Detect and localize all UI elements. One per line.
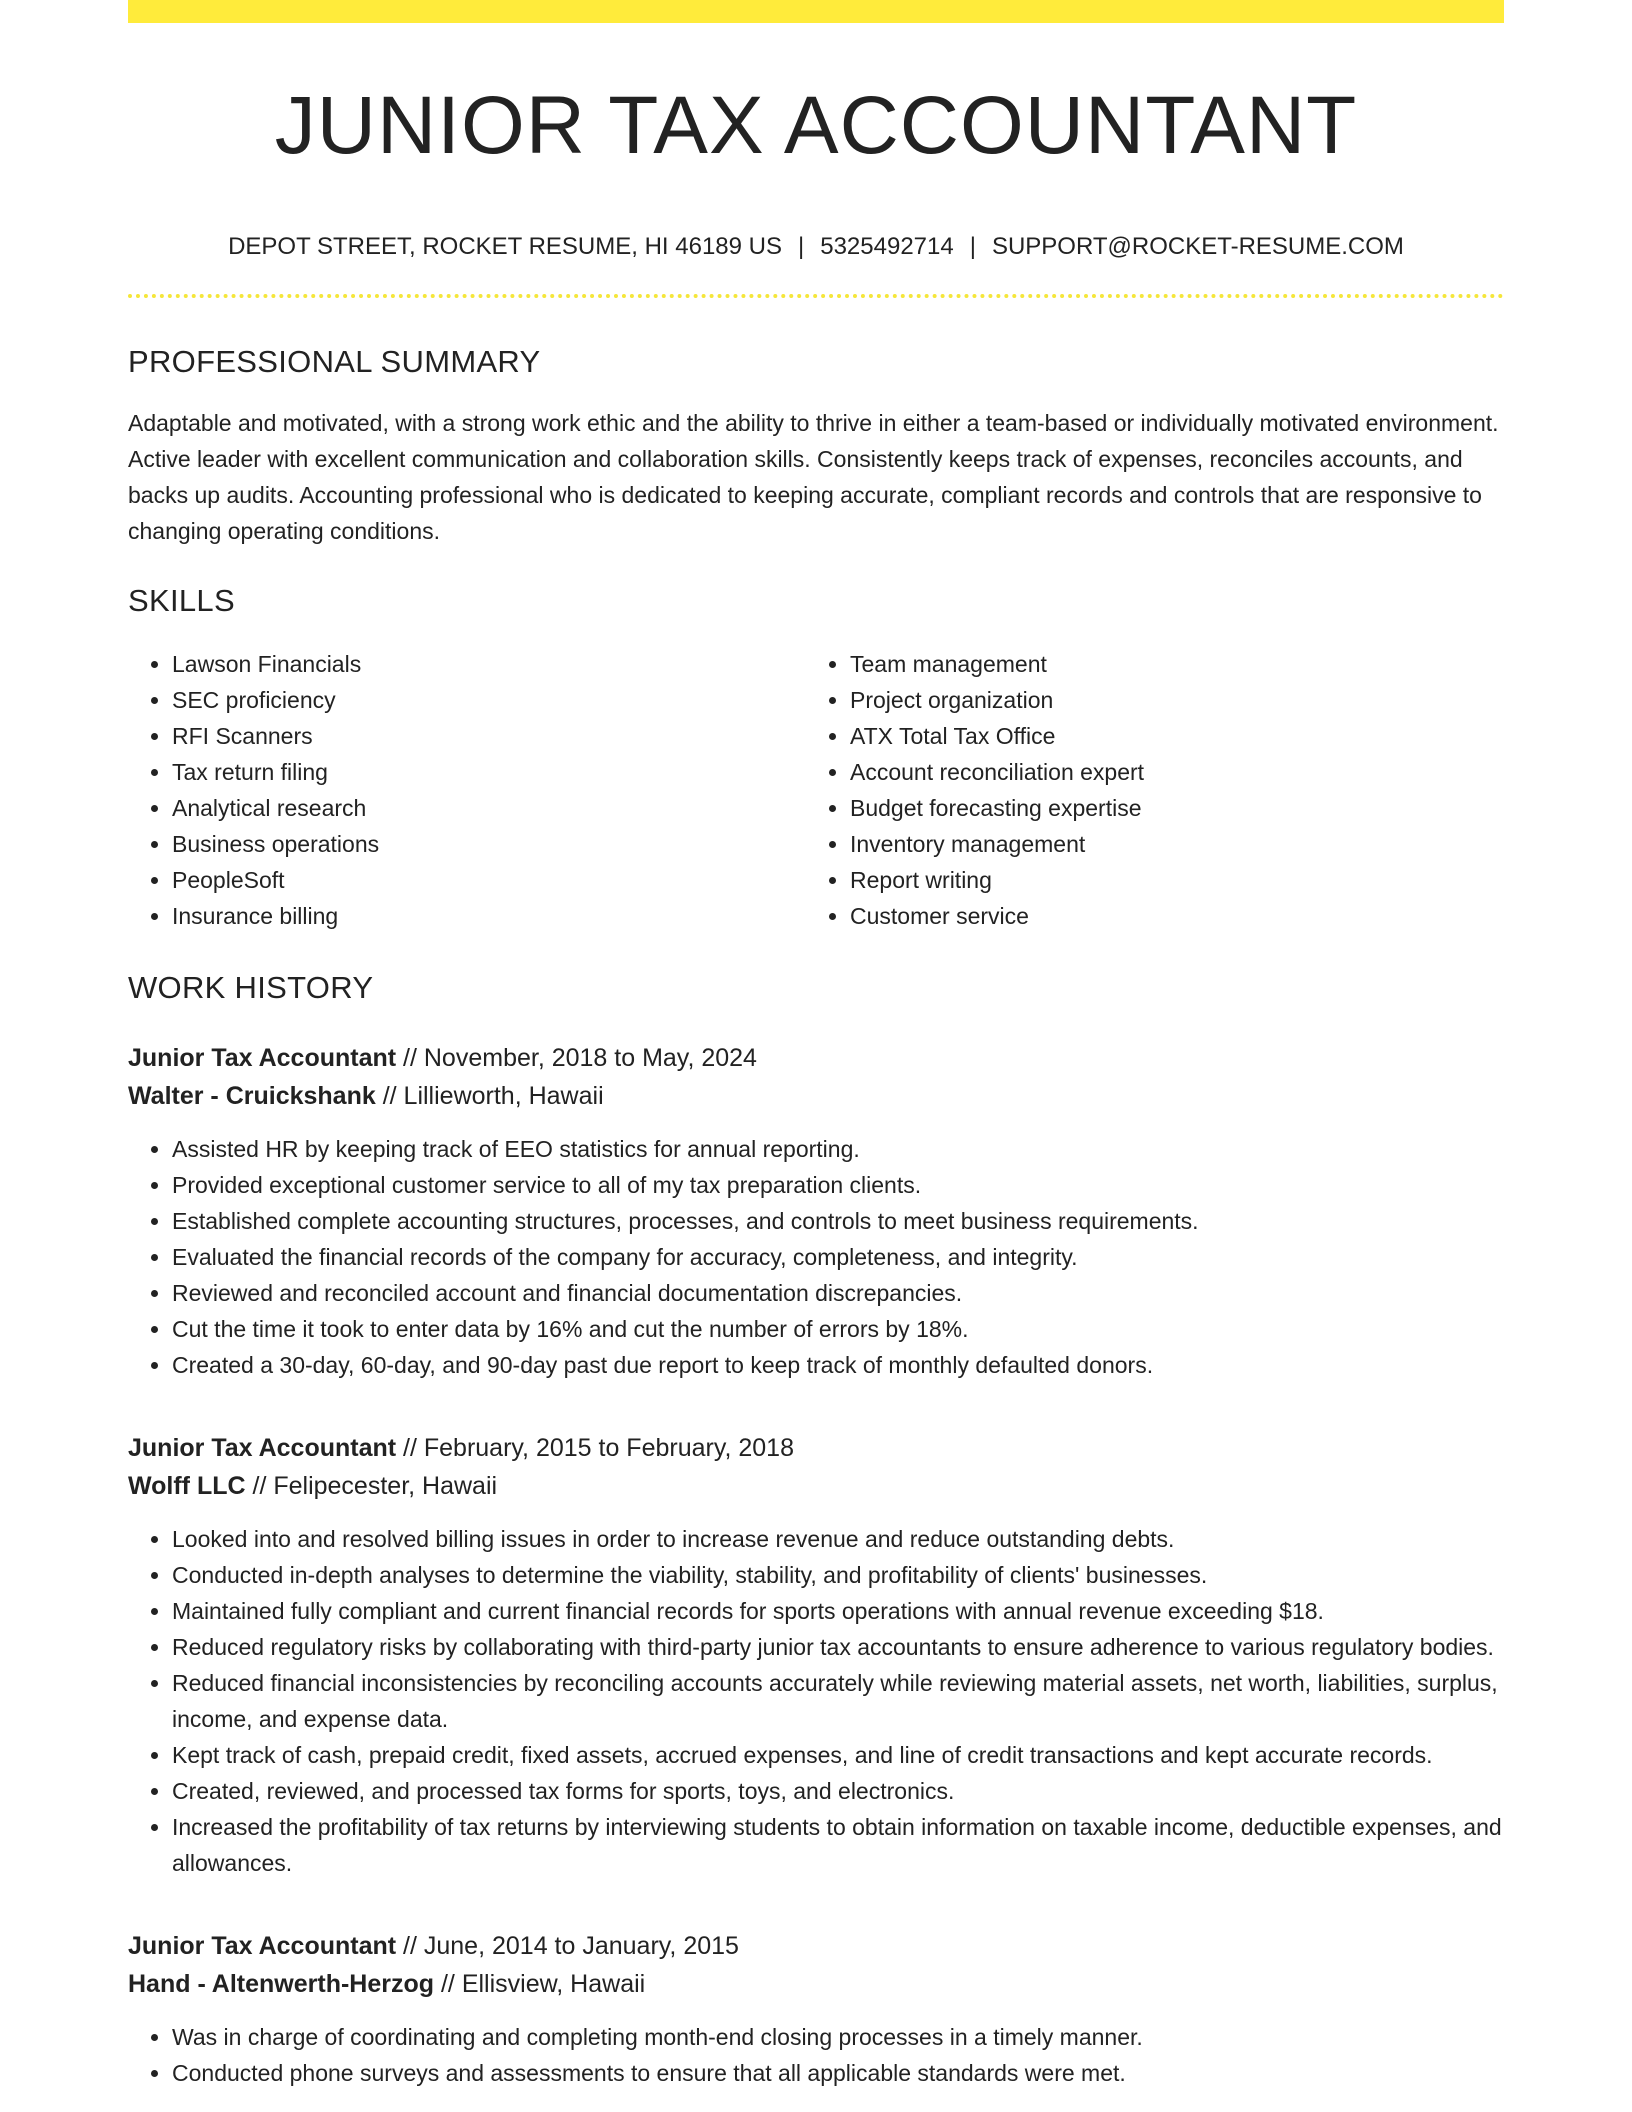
contact-email: SUPPORT@ROCKET-RESUME.COM: [991, 233, 1404, 260]
skill-item: • Tax return filing: [172, 754, 806, 790]
job-title-line: [128, 1429, 1504, 1467]
contact-line: [128, 235, 1504, 259]
accent-top-bar: [128, 0, 1504, 23]
skill-item: • PeopleSoft: [172, 862, 806, 898]
job-entry: [128, 1429, 1504, 1881]
contact-separator: |: [798, 233, 805, 260]
skill-item: • RFI Scanners: [172, 718, 806, 754]
job-bullet: • Reviewed and reconciled account and financial documentation discrepancies.: [172, 1275, 1504, 1311]
job-bullet: • Increased the profitability of tax returns by interviewing students to obtain information on taxable income, deductible expenses, and allowances.: [172, 1809, 1504, 1881]
skill-item: • Business operations: [172, 826, 806, 862]
job-company-line: [128, 1965, 1504, 2003]
skills-heading: SKILLS: [128, 583, 235, 618]
job-bullet: • Evaluated the financial records of the company for accuracy, completeness, and integrity.: [172, 1239, 1504, 1275]
skill-item: • ATX Total Tax Office: [850, 718, 1484, 754]
skill-item: • Project organization: [850, 682, 1484, 718]
job-bullet: • Created, reviewed, and processed tax forms for sports, toys, and electronics.: [172, 1773, 1504, 1809]
contact-phone: 5325492714: [820, 233, 954, 260]
skills-columns: [128, 646, 1504, 934]
job-entry: [128, 1039, 1504, 1383]
job-bullet: • Conducted in-depth analyses to determine the viability, stability, and profitability of clients' businesses.: [172, 1557, 1504, 1593]
dotted-divider: [128, 294, 1504, 298]
resume-name-title: JUNIOR TAX ACCOUNTANT: [274, 80, 1358, 171]
skill-item: • Report writing: [850, 862, 1484, 898]
summary-text: Adaptable and motivated, with a strong work ethic and the ability to thrive in either a team-based or individually motivated environment. Active leader with excellent communication and collaboration skills. Consistently keeps track of expenses, reconciles accounts, and backs up audits. Accounting professional who is dedicated to keeping accurate, compliant records and controls that are responsive to changing operating conditions.: [128, 410, 1499, 544]
job-bullet: • Maintained fully compliant and current financial records for sports operations with annual revenue exceeding $18.: [172, 1593, 1504, 1629]
job-company: Hand - Altenwerth-Herzog: [128, 1970, 435, 1998]
job-company: Walter - Cruickshank: [128, 1082, 376, 1110]
skill-item: • Analytical research: [172, 790, 806, 826]
resume-page: [128, 0, 1504, 2091]
summary-heading: PROFESSIONAL SUMMARY: [128, 344, 541, 379]
work-history-list: [128, 1039, 1504, 2091]
skill-item: • Insurance billing: [172, 898, 806, 934]
job-title-line: [128, 1039, 1504, 1077]
job-role: Junior Tax Accountant: [128, 1044, 397, 1072]
job-bullet: • Looked into and resolved billing issues in order to increase revenue and reduce outstanding debts.: [172, 1521, 1504, 1557]
job-dates: // November, 2018 to May, 2024: [396, 1044, 757, 1072]
job-bullet: • Established complete accounting structures, processes, and controls to meet business requirements.: [172, 1203, 1504, 1239]
job-location: // Felipecester, Hawaii: [245, 1472, 498, 1500]
job-bullets: [128, 1131, 1504, 1383]
job-location: // Ellisview, Hawaii: [434, 1970, 646, 1998]
skills-list-left: [128, 646, 806, 934]
job-bullets: [128, 2019, 1504, 2091]
contact-separator: |: [969, 233, 976, 260]
job-bullet: • Assisted HR by keeping track of EEO statistics for annual reporting.: [172, 1131, 1504, 1167]
job-dates: // February, 2015 to February, 2018: [396, 1434, 794, 1462]
job-role: Junior Tax Accountant: [128, 1932, 397, 1960]
job-bullet: • Conducted phone surveys and assessments to ensure that all applicable standards were met.: [172, 2055, 1504, 2091]
job-bullets: [128, 1521, 1504, 1881]
job-bullet: • Cut the time it took to enter data by 16% and cut the number of errors by 18%.: [172, 1311, 1504, 1347]
job-dates: // June, 2014 to January, 2015: [396, 1932, 739, 1960]
job-title-line: [128, 1927, 1504, 1965]
skills-list-right: [806, 646, 1484, 934]
job-bullet: • Kept track of cash, prepaid credit, fixed assets, accrued expenses, and line of credit transactions and kept accurate records.: [172, 1737, 1504, 1773]
skill-item: • Team management: [850, 646, 1484, 682]
job-bullet: • Reduced financial inconsistencies by reconciling accounts accurately while reviewing material assets, net worth, liabilities, surplus, income, and expense data.: [172, 1665, 1504, 1737]
job-bullet: • Was in charge of coordinating and completing month-end closing processes in a timely manner.: [172, 2019, 1504, 2055]
skill-item: • Budget forecasting expertise: [850, 790, 1484, 826]
job-company-line: [128, 1077, 1504, 1115]
job-role: Junior Tax Accountant: [128, 1434, 397, 1462]
skill-item: • Account reconciliation expert: [850, 754, 1484, 790]
job-location: // Lillieworth, Hawaii: [375, 1082, 604, 1110]
contact-address: DEPOT STREET, ROCKET RESUME, HI 46189 US: [228, 233, 782, 260]
skill-item: • SEC proficiency: [172, 682, 806, 718]
job-bullet: • Provided exceptional customer service to all of my tax preparation clients.: [172, 1167, 1504, 1203]
work-history-heading: WORK HISTORY: [128, 970, 374, 1005]
skill-item: • Customer service: [850, 898, 1484, 934]
job-entry: [128, 1927, 1504, 2091]
skill-item: • Lawson Financials: [172, 646, 806, 682]
job-company: Wolff LLC: [128, 1472, 246, 1500]
job-company-line: [128, 1467, 1504, 1505]
job-bullet: • Reduced regulatory risks by collaborating with third-party junior tax accountants to ensure adherence to various regulatory bodies.: [172, 1629, 1504, 1665]
skill-item: • Inventory management: [850, 826, 1484, 862]
job-bullet: • Created a 30-day, 60-day, and 90-day past due report to keep track of monthly defaulted donors.: [172, 1347, 1504, 1383]
